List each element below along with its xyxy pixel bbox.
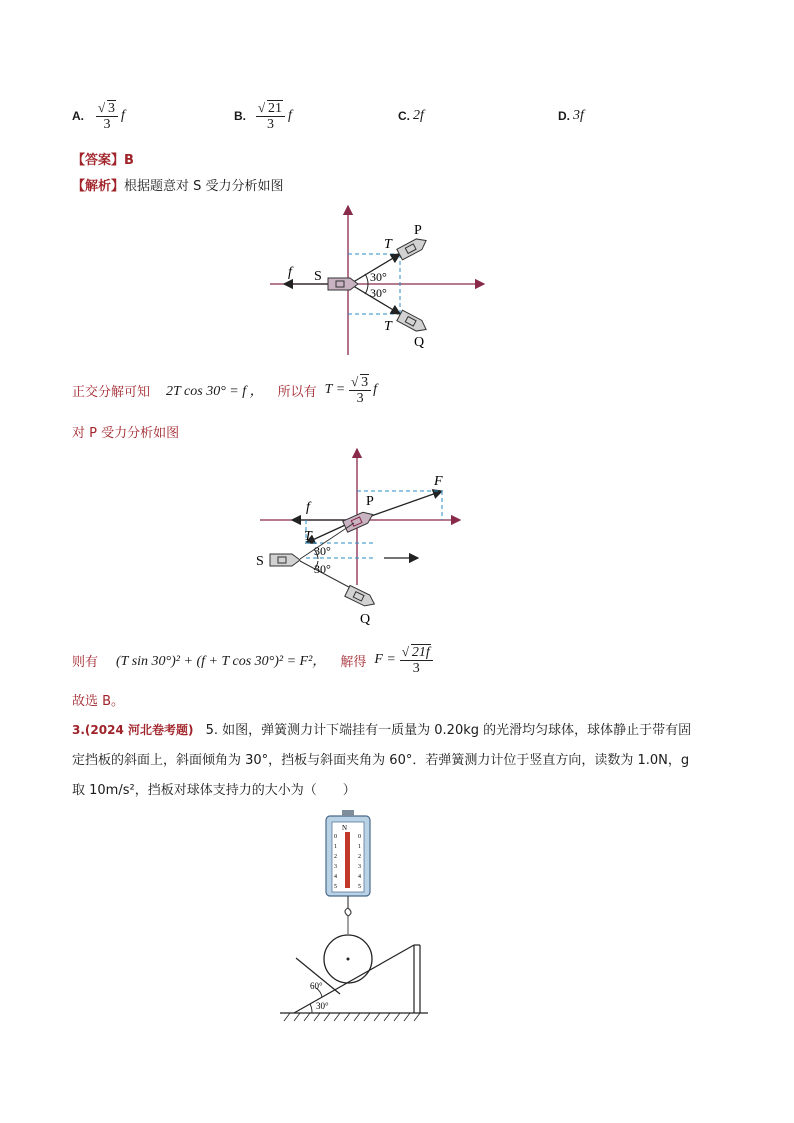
svg-text:1: 1 bbox=[334, 844, 337, 850]
label-f: f bbox=[306, 500, 310, 515]
option-a: A. √ $\frac{3}{3}$ f bbox=[72, 96, 125, 136]
answer-line: 【答案】B bbox=[72, 153, 134, 168]
svg-text:3: 3 bbox=[358, 864, 361, 870]
question-3-line-1: 3.(2024 河北卷考题) 5. 如图，弹簧测力计下端挂有一质量为 0.20kg 的光滑均匀球体，球体静止于带有固 bbox=[72, 723, 692, 738]
boat-q bbox=[397, 310, 429, 335]
boat-q bbox=[345, 585, 377, 609]
angle-up: 30° bbox=[314, 544, 331, 558]
option-letter: A. bbox=[72, 109, 84, 123]
option-letter: B. bbox=[234, 109, 246, 123]
label-t-lower: T bbox=[384, 319, 392, 334]
then-line: 则有 (T sin 30°)² + (f + T cos 30°)² = F²， 解得 F = √ $\frac{21f}{3}$ bbox=[72, 640, 433, 680]
svg-text:3: 3 bbox=[334, 864, 337, 870]
scale-unit: N bbox=[342, 824, 348, 832]
label-t-upper: T bbox=[384, 237, 392, 252]
svg-text:0: 0 bbox=[334, 834, 337, 840]
boat-p bbox=[397, 235, 429, 260]
label-s: S bbox=[256, 554, 264, 569]
option-b: B. √ $\frac{21}{3}$ f bbox=[234, 96, 292, 136]
svg-text:1: 1 bbox=[358, 844, 361, 850]
fraction: √ $\frac{21}{3}$ bbox=[256, 101, 285, 132]
angle-down: 30° bbox=[370, 286, 387, 300]
decomposition-line: 正交分解可知 2T cos 30° = f ， 所以有 T = √ $\frac{3}{3}$ f bbox=[72, 370, 377, 410]
figure-spring-scale-incline bbox=[276, 808, 436, 1026]
angle-60: 60° bbox=[310, 981, 323, 991]
svg-text:4: 4 bbox=[358, 874, 361, 880]
svg-text:5: 5 bbox=[358, 884, 361, 890]
svg-text:0: 0 bbox=[358, 834, 361, 840]
label-p: P bbox=[366, 494, 374, 509]
figure-force-on-p bbox=[252, 445, 472, 635]
label-p: P bbox=[414, 223, 422, 238]
angle-up: 30° bbox=[370, 270, 387, 284]
label-T: T bbox=[304, 529, 312, 544]
svg-text:4: 4 bbox=[334, 874, 337, 880]
label-s: S bbox=[314, 269, 322, 284]
question-3-line-3: 取 10m/s²，挡板对球体支持力的大小为（ ） bbox=[72, 783, 356, 798]
analyze-p-line: 对 P 受力分析如图 bbox=[72, 426, 180, 441]
fraction: √ $\frac{3}{3}$ bbox=[96, 101, 118, 132]
analysis-line: 【解析】根据题意对 S 受力分析如图 bbox=[72, 179, 284, 194]
boat-s bbox=[328, 278, 358, 290]
svg-text:2: 2 bbox=[358, 854, 361, 860]
svg-text:5: 5 bbox=[334, 884, 337, 890]
option-d: D. 3f bbox=[558, 108, 584, 123]
label-f: f bbox=[288, 265, 292, 280]
label-F: F bbox=[434, 474, 443, 489]
figure-force-on-s bbox=[264, 200, 494, 360]
choose-line: 故选 B。 bbox=[72, 694, 125, 709]
angle-30: 30° bbox=[316, 1001, 329, 1011]
svg-text:2: 2 bbox=[334, 854, 337, 860]
label-q: Q bbox=[414, 335, 425, 350]
option-c: C. 2f bbox=[398, 108, 424, 123]
question-3-line-2: 定挡板的斜面上，斜面倾角为 30°，挡板与斜面夹角为 60°．若弹簧测力计位于竖直方向，读数为 1.0N，g bbox=[72, 753, 690, 768]
boat-s bbox=[270, 554, 300, 566]
angle-down: 30° bbox=[314, 562, 331, 576]
label-q: Q bbox=[360, 612, 371, 627]
